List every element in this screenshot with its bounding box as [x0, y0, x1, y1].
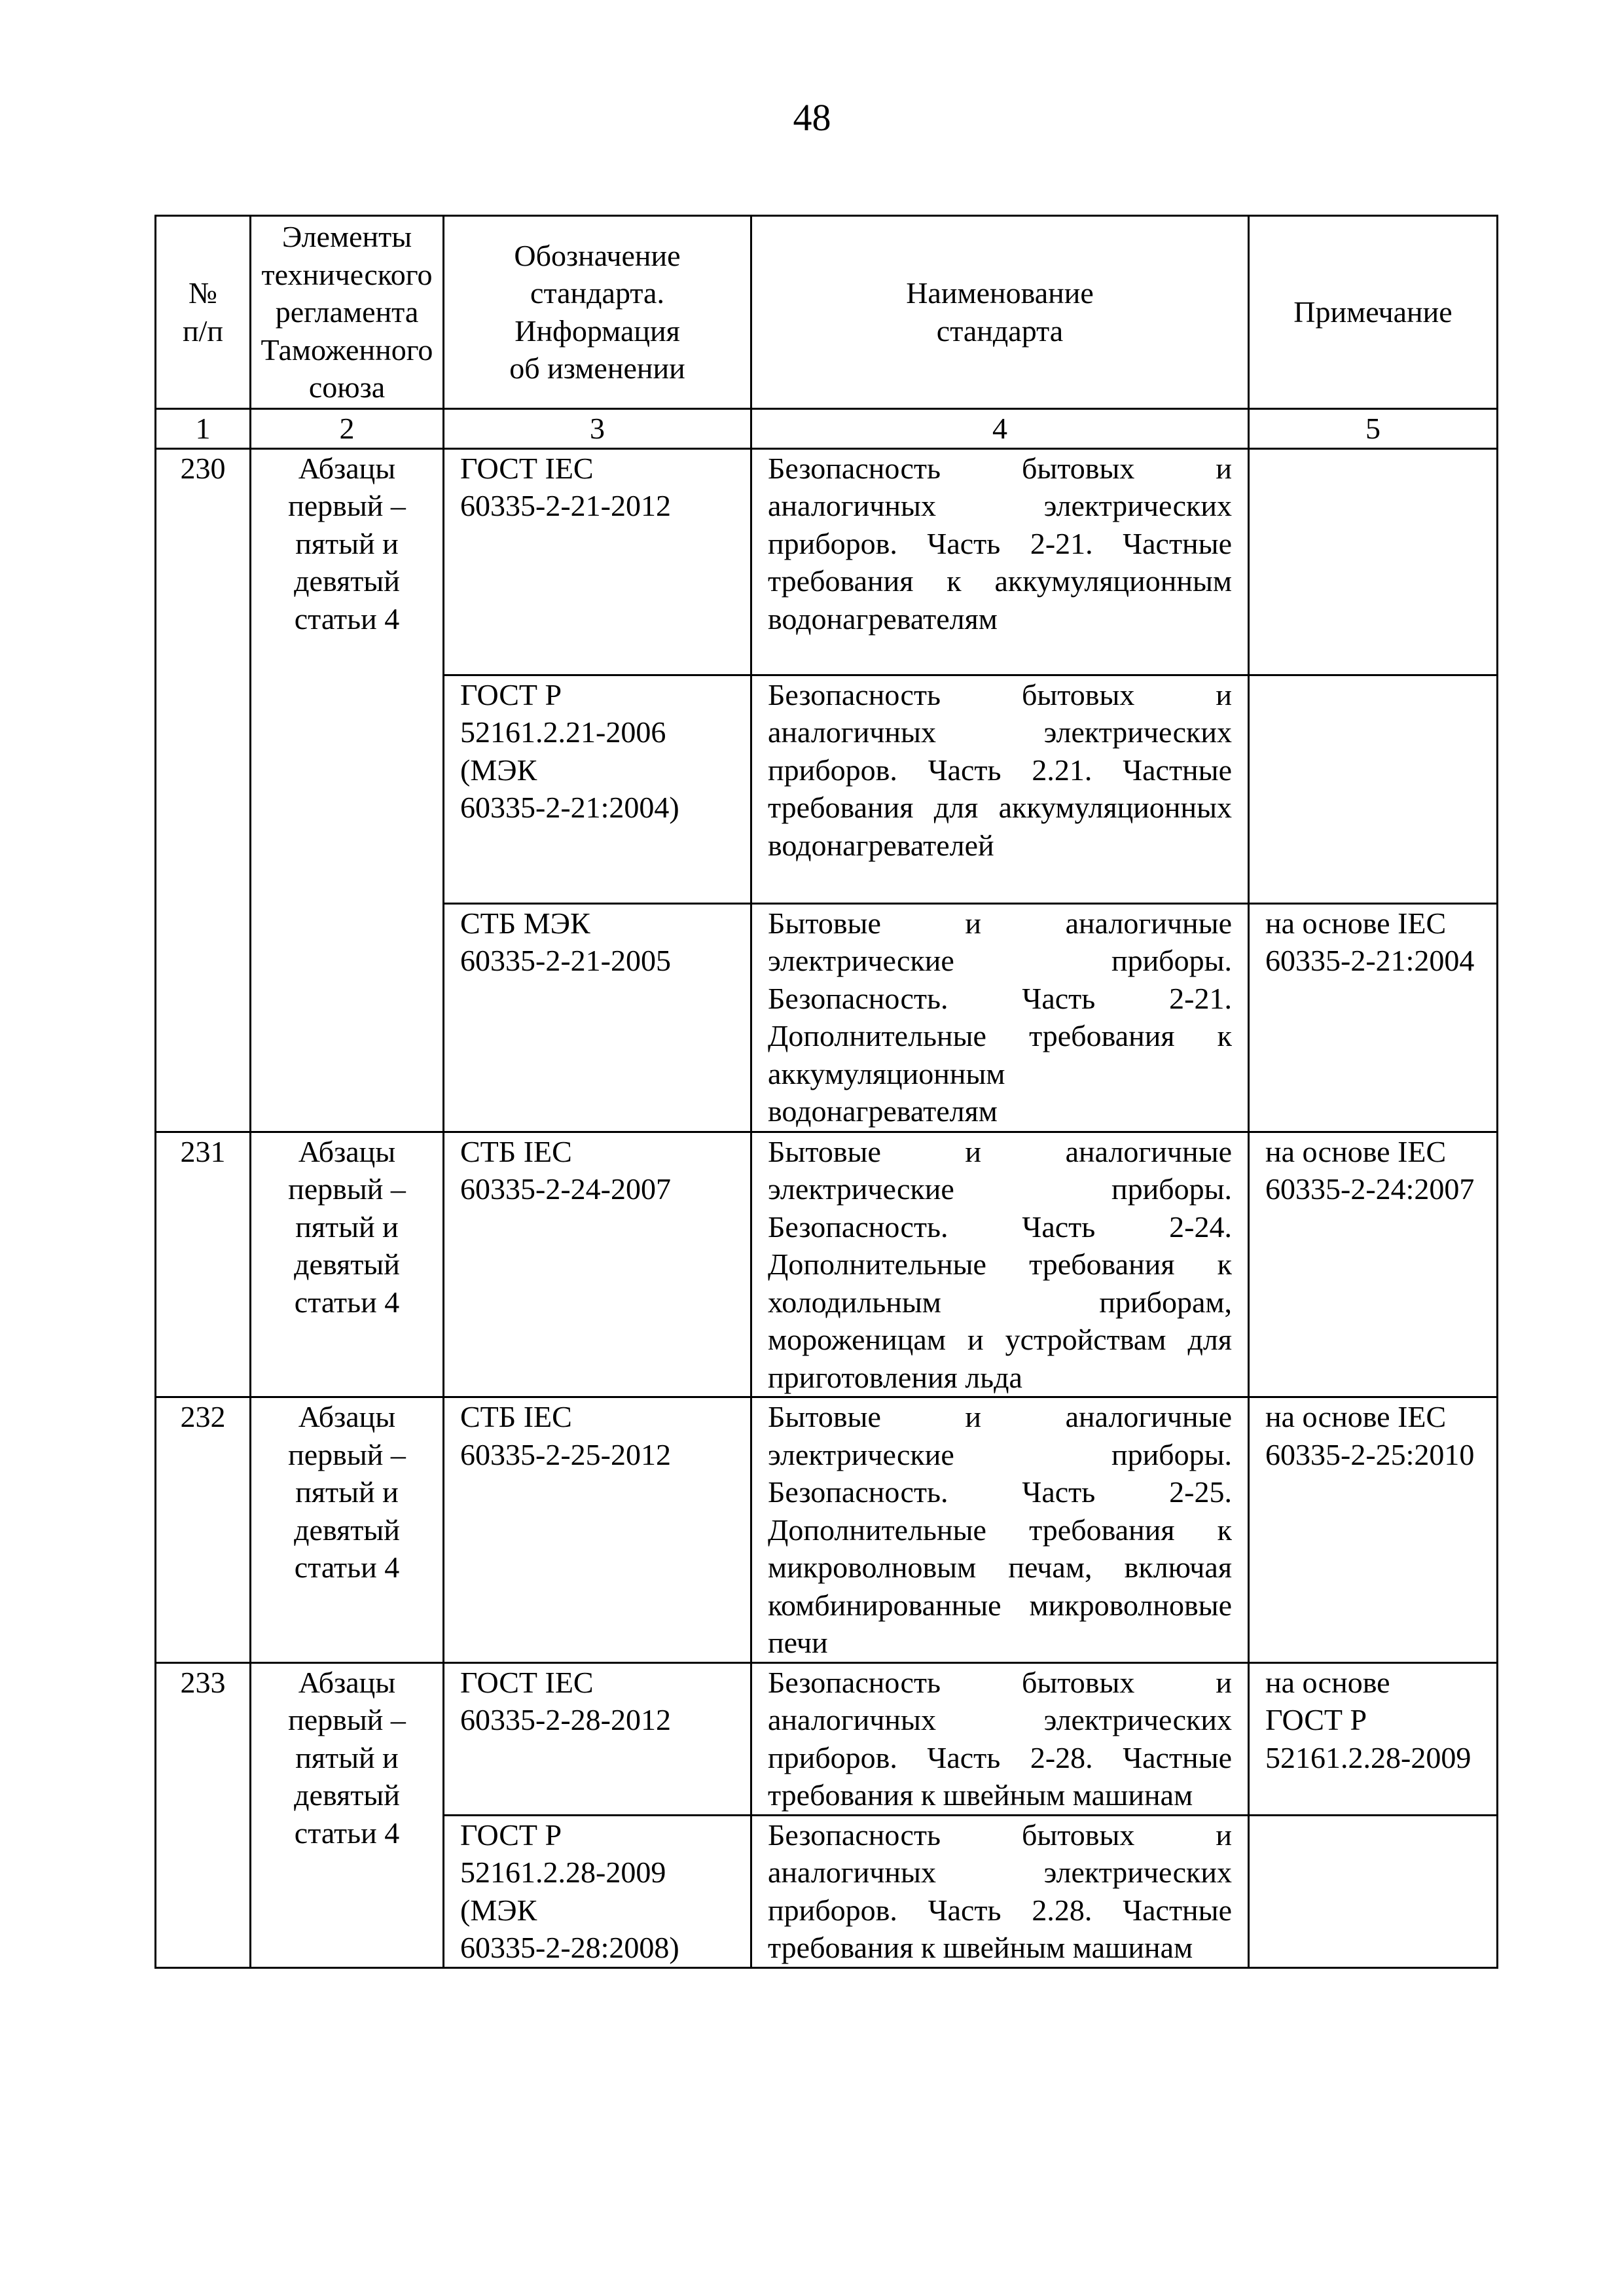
standard-name: Безопасность бытовых и аналогичных электрических приборов. Часть 2.28. Частные требования к швейным машинам: [751, 1815, 1249, 1967]
standards-table: [154, 215, 1498, 1969]
standard-note: на основе IEC 60335-2-24:2007: [1249, 1132, 1498, 1397]
row-number: 231: [156, 1132, 251, 1397]
table-row: [156, 1662, 1498, 1815]
header-name: Наименование стандарта: [751, 216, 1249, 409]
standard-name: Бытовые и аналогичные электрические приборы. Безопасность. Часть 2-21. Дополнительные требования к аккумуляционным водонагревателям: [751, 903, 1249, 1132]
regulation-elements: Абзацы первый – пятый и девятый статьи 4: [251, 448, 444, 1132]
standard-designation: СТБ IEC 60335-2-24-2007: [444, 1132, 751, 1397]
standard-name: Безопасность бытовых и аналогичных электрических приборов. Часть 2-21. Частные требования к аккумуляционным водонагревателям: [751, 448, 1249, 675]
standard-name: Безопасность бытовых и аналогичных электрических приборов. Часть 2-28. Частные требования к швейным машинам: [751, 1662, 1249, 1815]
standard-note: на основе IEC 60335-2-25:2010: [1249, 1397, 1498, 1663]
column-number: 4: [751, 408, 1249, 448]
table-header-row: [156, 216, 1498, 409]
header-number: № п/п: [156, 216, 251, 409]
standard-name: Бытовые и аналогичные электрические приборы. Безопасность. Часть 2-25. Дополнительные требования к микроволновым печам, включая комбинированные микроволновые печи: [751, 1397, 1249, 1663]
standard-name: Бытовые и аналогичные электрические приборы. Безопасность. Часть 2-24. Дополнительные требования к холодильным приборам, мороженицам и устройствам для приготовления льда: [751, 1132, 1249, 1397]
table-row: [156, 1397, 1498, 1663]
row-number: 230: [156, 448, 251, 1132]
header-designation: Обозначение стандарта. Информация об изменении: [444, 216, 751, 409]
column-number-row: [156, 408, 1498, 448]
standard-designation: СТБ IEC 60335-2-25-2012: [444, 1397, 751, 1663]
regulation-elements: Абзацы первый – пятый и девятый статьи 4: [251, 1132, 444, 1397]
column-number: 1: [156, 408, 251, 448]
header-note: Примечание: [1249, 216, 1498, 409]
standard-designation: ГОСТ Р 52161.2.21-2006 (МЭК 60335-2-21:2004): [444, 675, 751, 903]
regulation-elements: Абзацы первый – пятый и девятый статьи 4: [251, 1397, 444, 1663]
column-number: 3: [444, 408, 751, 448]
standard-designation: ГОСТ IEC 60335-2-21-2012: [444, 448, 751, 675]
row-number: 232: [156, 1397, 251, 1663]
standard-note: [1249, 1815, 1498, 1967]
standard-designation: ГОСТ Р 52161.2.28-2009 (МЭК 60335-2-28:2008): [444, 1815, 751, 1967]
standard-name: Безопасность бытовых и аналогичных электрических приборов. Часть 2.21. Частные требования для аккумуляционных водонагревателей: [751, 675, 1249, 903]
table-row: [156, 1132, 1498, 1397]
standard-designation: ГОСТ IEC 60335-2-28-2012: [444, 1662, 751, 1815]
standard-note: на основе IEC 60335-2-21:2004: [1249, 903, 1498, 1132]
column-number: 2: [251, 408, 444, 448]
table-row: [156, 448, 1498, 675]
standard-note: [1249, 448, 1498, 675]
standard-designation: СТБ МЭК 60335-2-21-2005: [444, 903, 751, 1132]
page-number: 48: [793, 96, 831, 139]
regulation-elements: Абзацы первый – пятый и девятый статьи 4: [251, 1662, 444, 1967]
header-elements: Элементы технического регламента Таможенного союза: [251, 216, 444, 409]
standard-note: на основе ГОСТ Р 52161.2.28-2009: [1249, 1662, 1498, 1815]
column-number: 5: [1249, 408, 1498, 448]
standard-note: [1249, 675, 1498, 903]
row-number: 233: [156, 1662, 251, 1967]
